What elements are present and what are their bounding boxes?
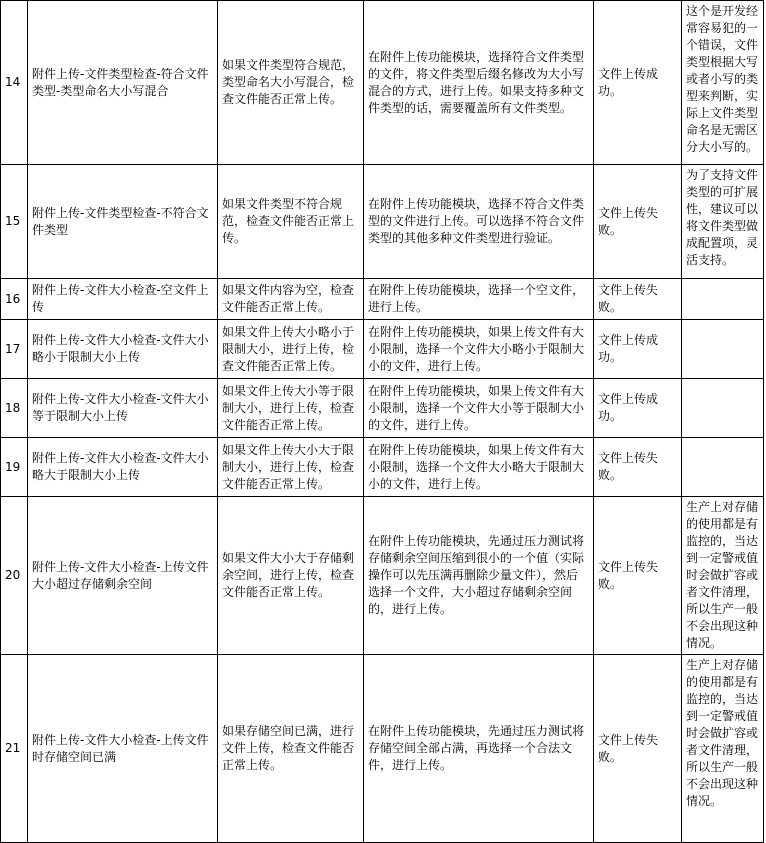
case-steps: 在附件上传功能模块，先通过压力测试将存储剩余空间压缩到很小的一个值（实际操作可以先压满再删除少量文件），然后选择一个文件，大小超过存储剩余空间的，进行上传。 (364, 497, 594, 655)
case-description: 如果存储空间已满，进行文件上传，检查文件能否正常上传。 (218, 655, 364, 843)
case-number: 15 (1, 165, 28, 279)
case-note: 生产上对存储的使用都是有监控的，当达到一定警戒值时会做扩容或者文件清理，所以生产一般不会出现这种情况。 (682, 497, 764, 655)
case-expected-result: 文件上传失败。 (594, 165, 682, 279)
table-row (1, 279, 764, 320)
case-expected-result: 文件上传失败。 (594, 497, 682, 655)
case-note (682, 279, 764, 320)
table-row (1, 379, 764, 438)
case-description: 如果文件内容为空，检查文件能否正常上传。 (218, 279, 364, 320)
case-steps: 在附件上传功能模块，选择一个空文件，进行上传。 (364, 279, 594, 320)
case-note: 为了支持文件类型的可扩展性，建议可以将文件类型做成配置项，灵活支持。 (682, 165, 764, 279)
table-row (1, 320, 764, 379)
case-steps: 在附件上传功能模块，先通过压力测试将存储空间全部占满，再选择一个合法文件，进行上传。 (364, 655, 594, 843)
case-name: 附件上传-文件大小检查-上传文件时存储空间已满 (28, 655, 218, 843)
case-number: 21 (1, 655, 28, 843)
table-row (1, 1, 764, 165)
case-steps: 在附件上传功能模块，如果上传文件有大小限制，选择一个文件大小略大于限制大小的文件，进行上传。 (364, 438, 594, 497)
case-note: 生产上对存储的使用都是有监控的，当达到一定警戒值时会做扩容或者文件清理，所以生产一般不会出现这种情况。 (682, 655, 764, 843)
case-name: 附件上传-文件大小检查-上传文件大小超过存储剩余空间 (28, 497, 218, 655)
case-steps: 在附件上传功能模块，选择符合文件类型的文件，将文件类型后缀名修改为大小写混合的方式，进行上传。如果支持多种文件类型的话，需要覆盖所有文件类型。 (364, 1, 594, 165)
case-description: 如果文件上传大小等于限制大小，进行上传，检查文件能否正常上传。 (218, 379, 364, 438)
case-steps: 在附件上传功能模块，如果上传文件有大小限制，选择一个文件大小略小于限制大小的文件，进行上传。 (364, 320, 594, 379)
case-number: 18 (1, 379, 28, 438)
case-expected-result: 文件上传成功。 (594, 379, 682, 438)
case-expected-result: 文件上传成功。 (594, 1, 682, 165)
case-note (682, 438, 764, 497)
table-row (1, 438, 764, 497)
case-description: 如果文件上传大小大于限制大小，进行上传，检查文件能否正常上传。 (218, 438, 364, 497)
case-number: 19 (1, 438, 28, 497)
case-note (682, 379, 764, 438)
case-steps: 在附件上传功能模块，选择不符合文件类型的文件进行上传。可以选择不符合文件类型的其他多种文件类型进行验证。 (364, 165, 594, 279)
case-expected-result: 文件上传失败。 (594, 279, 682, 320)
case-description: 如果文件类型符合规范，类型命名大小写混合，检查文件能否正常上传。 (218, 1, 364, 165)
table-row (1, 165, 764, 279)
case-note: 这个是开发经常容易犯的一个错误，文件类型根据大写或者小写的类型来判断，实际上文件类型命名是无需区分大小写的。 (682, 1, 764, 165)
case-note (682, 320, 764, 379)
case-number: 17 (1, 320, 28, 379)
case-name: 附件上传-文件大小检查-文件大小略小于限制大小上传 (28, 320, 218, 379)
case-number: 20 (1, 497, 28, 655)
case-expected-result: 文件上传失败。 (594, 655, 682, 843)
case-expected-result: 文件上传成功。 (594, 320, 682, 379)
case-name: 附件上传-文件大小检查-空文件上传 (28, 279, 218, 320)
case-name: 附件上传-文件大小检查-文件大小略大于限制大小上传 (28, 438, 218, 497)
case-number: 14 (1, 1, 28, 165)
case-name: 附件上传-文件类型检查-不符合文件类型 (28, 165, 218, 279)
case-description: 如果文件类型不符合规范，检查文件能否正常上传。 (218, 165, 364, 279)
table-row (1, 655, 764, 843)
case-number: 16 (1, 279, 28, 320)
case-expected-result: 文件上传失败。 (594, 438, 682, 497)
case-name: 附件上传-文件大小检查-文件大小等于限制大小上传 (28, 379, 218, 438)
case-description: 如果文件上传大小略小于限制大小，进行上传，检查文件能否正常上传。 (218, 320, 364, 379)
case-steps: 在附件上传功能模块，如果上传文件有大小限制，选择一个文件大小等于限制大小的文件，进行上传。 (364, 379, 594, 438)
case-name: 附件上传-文件类型检查-符合文件类型-类型命名大小写混合 (28, 1, 218, 165)
case-description: 如果文件大小大于存储剩余空间，进行上传，检查文件能否正常上传。 (218, 497, 364, 655)
table-row (1, 497, 764, 655)
